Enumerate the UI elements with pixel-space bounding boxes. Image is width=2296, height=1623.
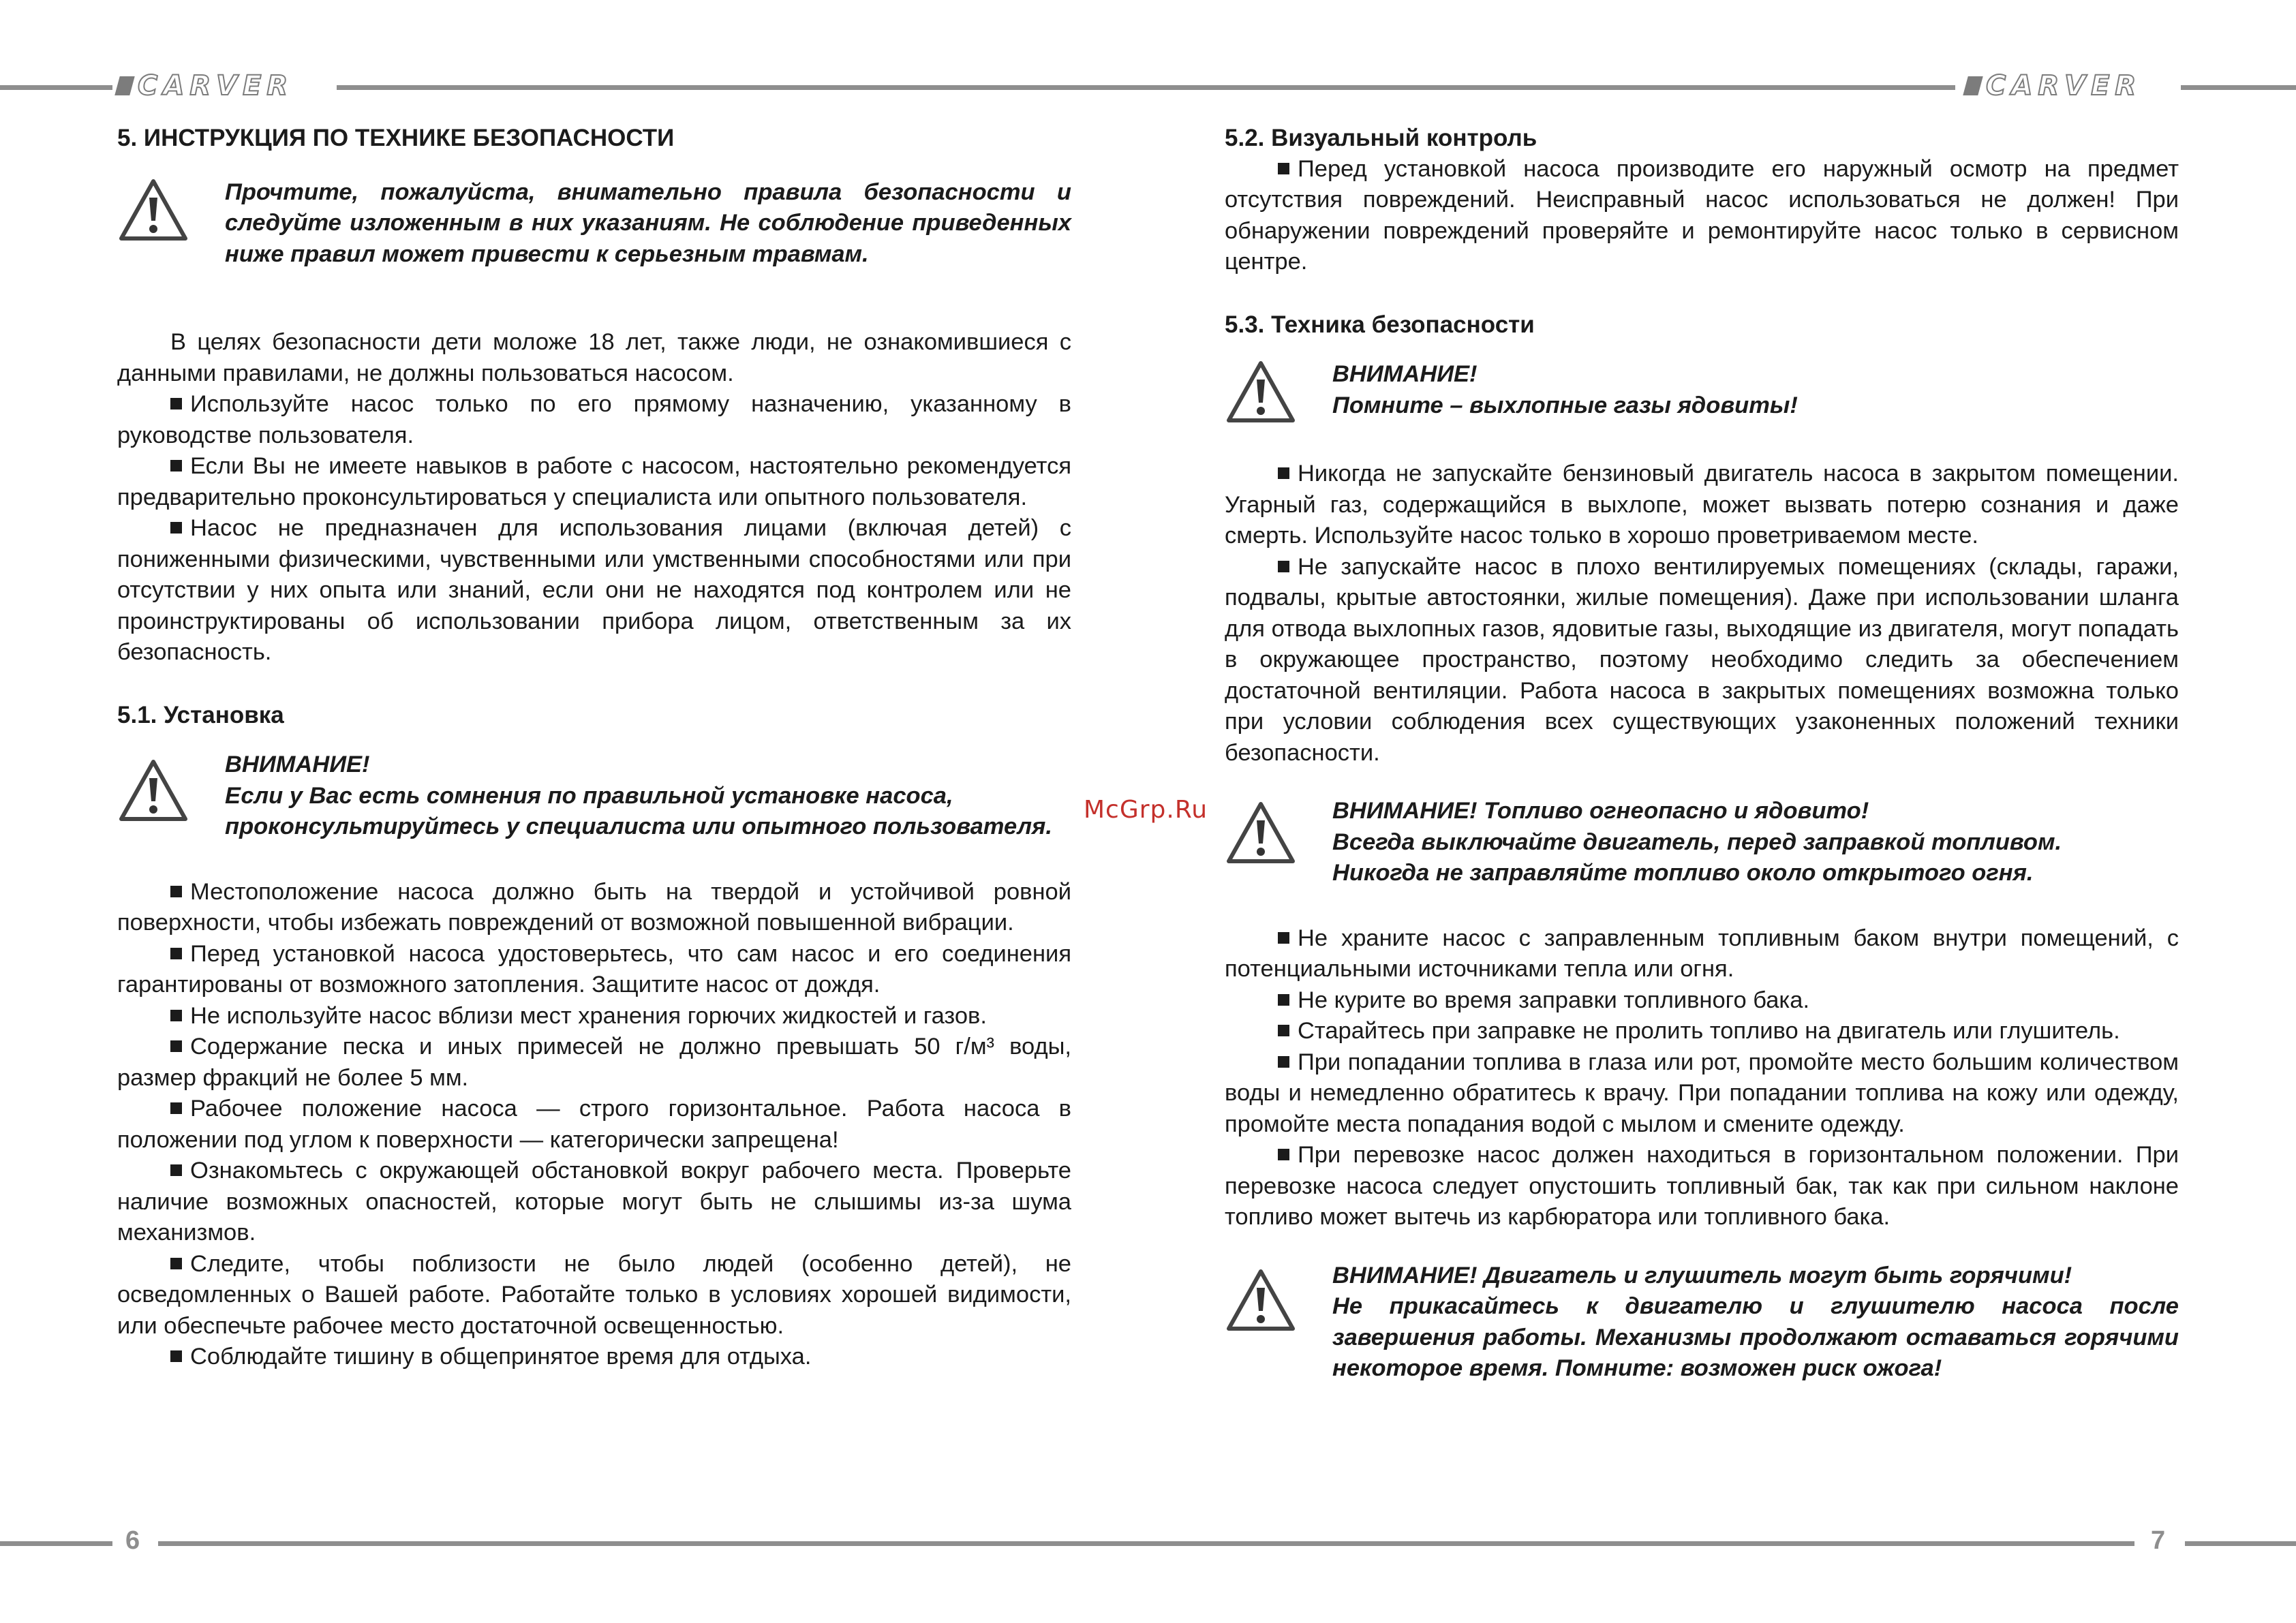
list-item: Соблюдайте тишину в общепринятое время для отдыха. (117, 1342, 1071, 1373)
warning-triangle-icon (117, 177, 225, 243)
list-item: Содержание песка и иных примесей не должно превышать 50 г/м³ воды, размер фракций не более 5 мм. (117, 1032, 1071, 1094)
list-item: При попадании топлива в глаза или рот, промойте место большим количеством воды и немедленно обратитесь к врачу. При попадании топлива на кожу или одежду, промойте места попадания водой с мылом и смените одежду. (1225, 1047, 2179, 1141)
header-rule-center (337, 85, 1955, 90)
list-item: Старайтесь при заправке не пролить топливо на двигатель или глушитель. (1225, 1016, 2179, 1047)
brand-name: CARVER (1986, 70, 2142, 102)
warning-block (1225, 796, 2179, 889)
warning-block (1225, 1261, 2179, 1385)
warning-text: Если у Вас есть сомнения по правильной установке насоса, проконсультируйтесь у специалиста или опытного пользователя. (225, 782, 1052, 839)
list-item: Не храните насос с заправленным топливным баком внутри помещений, с потенциальными источниками тепла или огня. (1225, 923, 2179, 985)
footer-rule-left (0, 1541, 112, 1546)
logo-mark-icon (1963, 76, 1983, 95)
subsection-title: 5.3. Техника безопасности (1225, 311, 1535, 338)
list-item: Не используйте насос вблизи мест хранения горючих жидкостей и газов. (117, 1001, 1071, 1032)
list-item: Ознакомьтесь с окружающей обстановкой вокруг рабочего места. Проверьте наличие возможных опасностей, которые могут быть не слышимы из-за шума механизмов. (117, 1156, 1071, 1249)
logo-mark-icon (114, 76, 135, 95)
warning-triangle-icon (117, 749, 225, 823)
warning-heading: ВНИМАНИЕ! (1332, 361, 1478, 387)
warning-text: Никогда не заправляйте топливо около открытого огня. (1332, 860, 2034, 886)
warning-heading: ВНИМАНИЕ! (225, 752, 370, 777)
header-rule-left (0, 85, 112, 90)
warning-triangle-icon (1225, 359, 1332, 424)
watermark: McGrp.Ru (1084, 796, 1208, 824)
list-item: Если Вы не имеете навыков в работе с насосом, настоятельно рекомендуется предварительно проконсультироваться у специалиста или опытного пользователя. (117, 451, 1071, 513)
list-item: Следите, чтобы поблизости не было людей (особенно детей), не осведомленных о Вашей работе. Работайте только в условиях хорошей видимости, или обеспечьте рабочее место достаточной освещенностью. (117, 1249, 1071, 1342)
subsection-title: 5.2. Визуальный контроль (1225, 125, 1537, 151)
footer-rule-right (2185, 1541, 2296, 1546)
header-rule-right (2181, 85, 2296, 90)
intro-paragraph: В целях безопасности дети моложе 18 лет, также люди, не ознакомившиеся с данными правилами, не должны пользоваться насосом. (117, 329, 1071, 386)
page-number-right: 7 (2151, 1526, 2166, 1555)
list-item: Не запускайте насос в плохо вентилируемых помещениях (склады, гаражи, подвалы, крытые автостоянки, жилые помещения). Даже при использовании шланга для отвода выхлопных газов, ядовитые газы, выходящие из двигателя, могут попадать в окружающее пространство, поэтому необходимо следить за обеспечением достаточной вентиляции. Работа насоса в закрытых помещениях возможна только при условии соблюдения всех существующих узаконенных положений техники безопасности. (1225, 552, 2179, 769)
warning-triangle-icon (1225, 796, 1332, 865)
brand-logo-left (117, 71, 293, 101)
brand-name: CARVER (138, 70, 294, 102)
left-page (117, 123, 1071, 1373)
subsection-title: 5.1. Установка (117, 701, 284, 728)
warning-block (117, 177, 1071, 270)
warning-text: Не прикасайтесь к двигателю и глушителю насоса после завершения работы. Механизмы продолжают оставаться горячими некоторое время. Помните: возможен риск ожога! (1332, 1293, 2179, 1381)
brand-logo-right (1965, 71, 2141, 101)
warning-triangle-icon (1225, 1261, 1332, 1333)
warning-text: Всегда выключайте двигатель, перед заправкой топливом. (1332, 829, 2062, 855)
list-item: Перед установкой насоса удостоверьтесь, что сам насос и его соединения гарантированы от возможного затопления. Защитите насос от дождя. (117, 939, 1071, 1001)
warning-text: Помните – выхлопные газы ядовиты! (1332, 392, 1798, 418)
list-item: При перевозке насос должен находиться в горизонтальном положении. При перевозке насоса следует опустошить топливный бак, так как при сильном наклоне топливо может вытечь из карбюратора или топливного бака. (1225, 1140, 2179, 1233)
warning-text: Прочтите, пожалуйста, внимательно правила безопасности и следуйте изложенным в них указаниям. Не соблюдение приведенных ниже правил может привести к серьезным травмам. (225, 179, 1071, 267)
page-number-left: 6 (125, 1526, 140, 1555)
list-item: Рабочее положение насоса — строго горизонтальное. Работа насоса в положении под углом к поверхности — категорически запрещена! (117, 1094, 1071, 1156)
warning-block (117, 749, 1071, 843)
warning-heading: ВНИМАНИЕ! Топливо огнеопасно и ядовито! (1332, 798, 1869, 824)
section-title: 5. ИНСТРУКЦИЯ ПО ТЕХНИКЕ БЕЗОПАСНОСТИ (117, 125, 675, 151)
list-item: Используйте насос только по его прямому назначению, указанному в руководстве пользователя. (117, 389, 1071, 451)
footer-rule-center (158, 1541, 2134, 1546)
list-item: Не курите во время заправки топливного бака. (1225, 985, 2179, 1017)
list-item: Перед установкой насоса производите его наружный осмотр на предмет отсутствия повреждений. Неисправный насос использоваться не должен! При обнаружении повреждений проверяйте и ремонтируйте насос только в сервисном центре. (1225, 154, 2179, 278)
list-item: Местоположение насоса должно быть на твердой и устойчивой ровной поверхности, чтобы избежать повреждений от возможной повышенной вибрации. (117, 877, 1071, 939)
list-item: Никогда не запускайте бензиновый двигатель насоса в закрытом помещении. Угарный газ, содержащийся в выхлопе, может вызвать потерю сознания и даже смерть. Используйте насос только в хорошо проветриваемом месте. (1225, 459, 2179, 552)
list-item: Насос не предназначен для использования лицами (включая детей) с пониженными физическими, чувственными или умственными способностями или при отсутствии у них опыта или знаний, если они не находятся под контролем или не проинструктированы об использовании прибора лицом, ответственным за их безопасность. (117, 513, 1071, 668)
warning-block (1225, 359, 2179, 424)
right-page (1225, 123, 2179, 1419)
warning-heading: ВНИМАНИЕ! Двигатель и глушитель могут быть горячими! (1332, 1262, 2072, 1288)
